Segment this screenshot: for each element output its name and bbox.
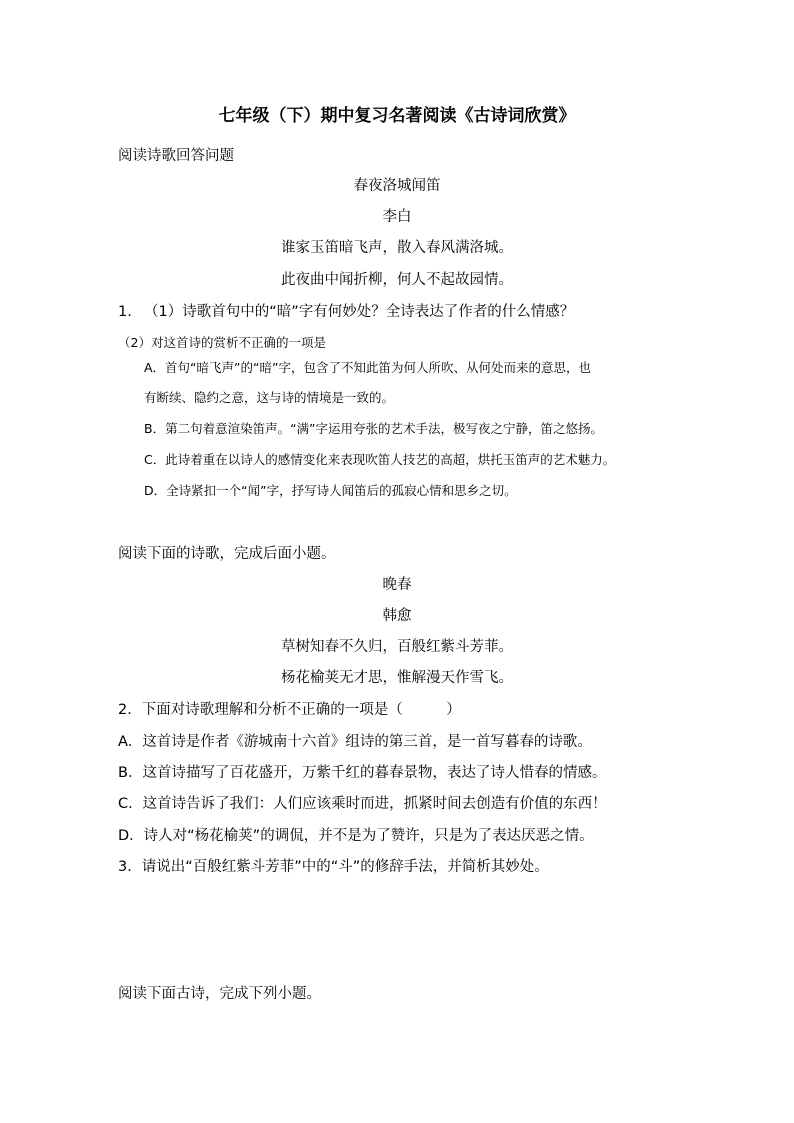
poem1-title: 春夜洛城闻笛 — [353, 178, 441, 194]
poem2-author: 韩愈 — [382, 608, 412, 624]
question3: 3．请说出“百般红紫斗芳菲”中的“斗”的修辞手法，并简析其妙处。 — [118, 859, 549, 875]
poem2-line-2: 杨花榆荚无才思，惟解漫天作雪飞。 — [281, 670, 513, 686]
q1-option-b: B．第二句着意渲染笛声。“满”字运用夸张的艺术手法，极写夜之宁静，笛之悠扬。 — [144, 421, 604, 436]
section3-intro: 阅读下面古诗，完成下列小题。 — [118, 986, 321, 1002]
poem1-line-1: 谁家玉笛暗飞声，散入春风满洛城。 — [281, 240, 513, 256]
q1-option-a: A．首句“暗飞声”的“暗”字，包含了不知此笛为何人所吹、从何处而来的意思，也 — [144, 360, 591, 375]
q2-option-a: A．这首诗是作者《游城南十六首》组诗的第三首，是一首写暮春的诗歌。 — [118, 734, 592, 750]
question2: 2．下面对诗歌理解和分析不正确的一项是（ ） — [118, 702, 461, 718]
section1-intro: 阅读诗歌回答问题 — [118, 148, 234, 164]
question1-part2: （2）对这首诗的赏析不正确的一项是 — [118, 335, 326, 350]
poem1-line-2: 此夜曲中闻折柳，何人不起故园情。 — [281, 272, 513, 288]
question1-part1: （1）诗歌首句中的“暗”字有何妙处？全诗表达了作者的什么情感？ — [144, 304, 575, 320]
q1-option-a-continued: 有断续、隐约之意，这与诗的情境是一致的。 — [144, 390, 395, 405]
section2-intro: 阅读下面的诗歌，完成后面小题。 — [118, 546, 336, 562]
q1-option-c: C．此诗着重在以诗人的感情变化来表现吹笛人技艺的高超，烘托玉笛声的艺术魅力。 — [144, 452, 616, 467]
q2-option-d: D．诗人对“杨花榆荚”的调侃，并不是为了赞许，只是为了表达厌恶之情。 — [118, 828, 594, 844]
document-title: 七年级（下）期中复习名著阅读《古诗词欣赏》 — [218, 106, 576, 126]
poem1-author: 李白 — [382, 209, 412, 225]
q1-option-d: D．全诗紧扣一个“闻”字，抒写诗人闻笛后的孤寂心情和思乡之切。 — [144, 483, 517, 498]
question1-number: 1. — [118, 304, 132, 320]
q2-option-c: C．这首诗告诉了我们：人们应该乘时而进，抓紧时间去创造有价值的东西！ — [118, 796, 607, 812]
q2-option-b: B．这首诗描写了百花盛开，万紫千红的暮春景物，表达了诗人惜春的情感。 — [118, 765, 607, 781]
poem2-line-1: 草树知春不久归，百般红紫斗芳菲。 — [281, 639, 513, 655]
poem2-title: 晚春 — [382, 577, 412, 593]
